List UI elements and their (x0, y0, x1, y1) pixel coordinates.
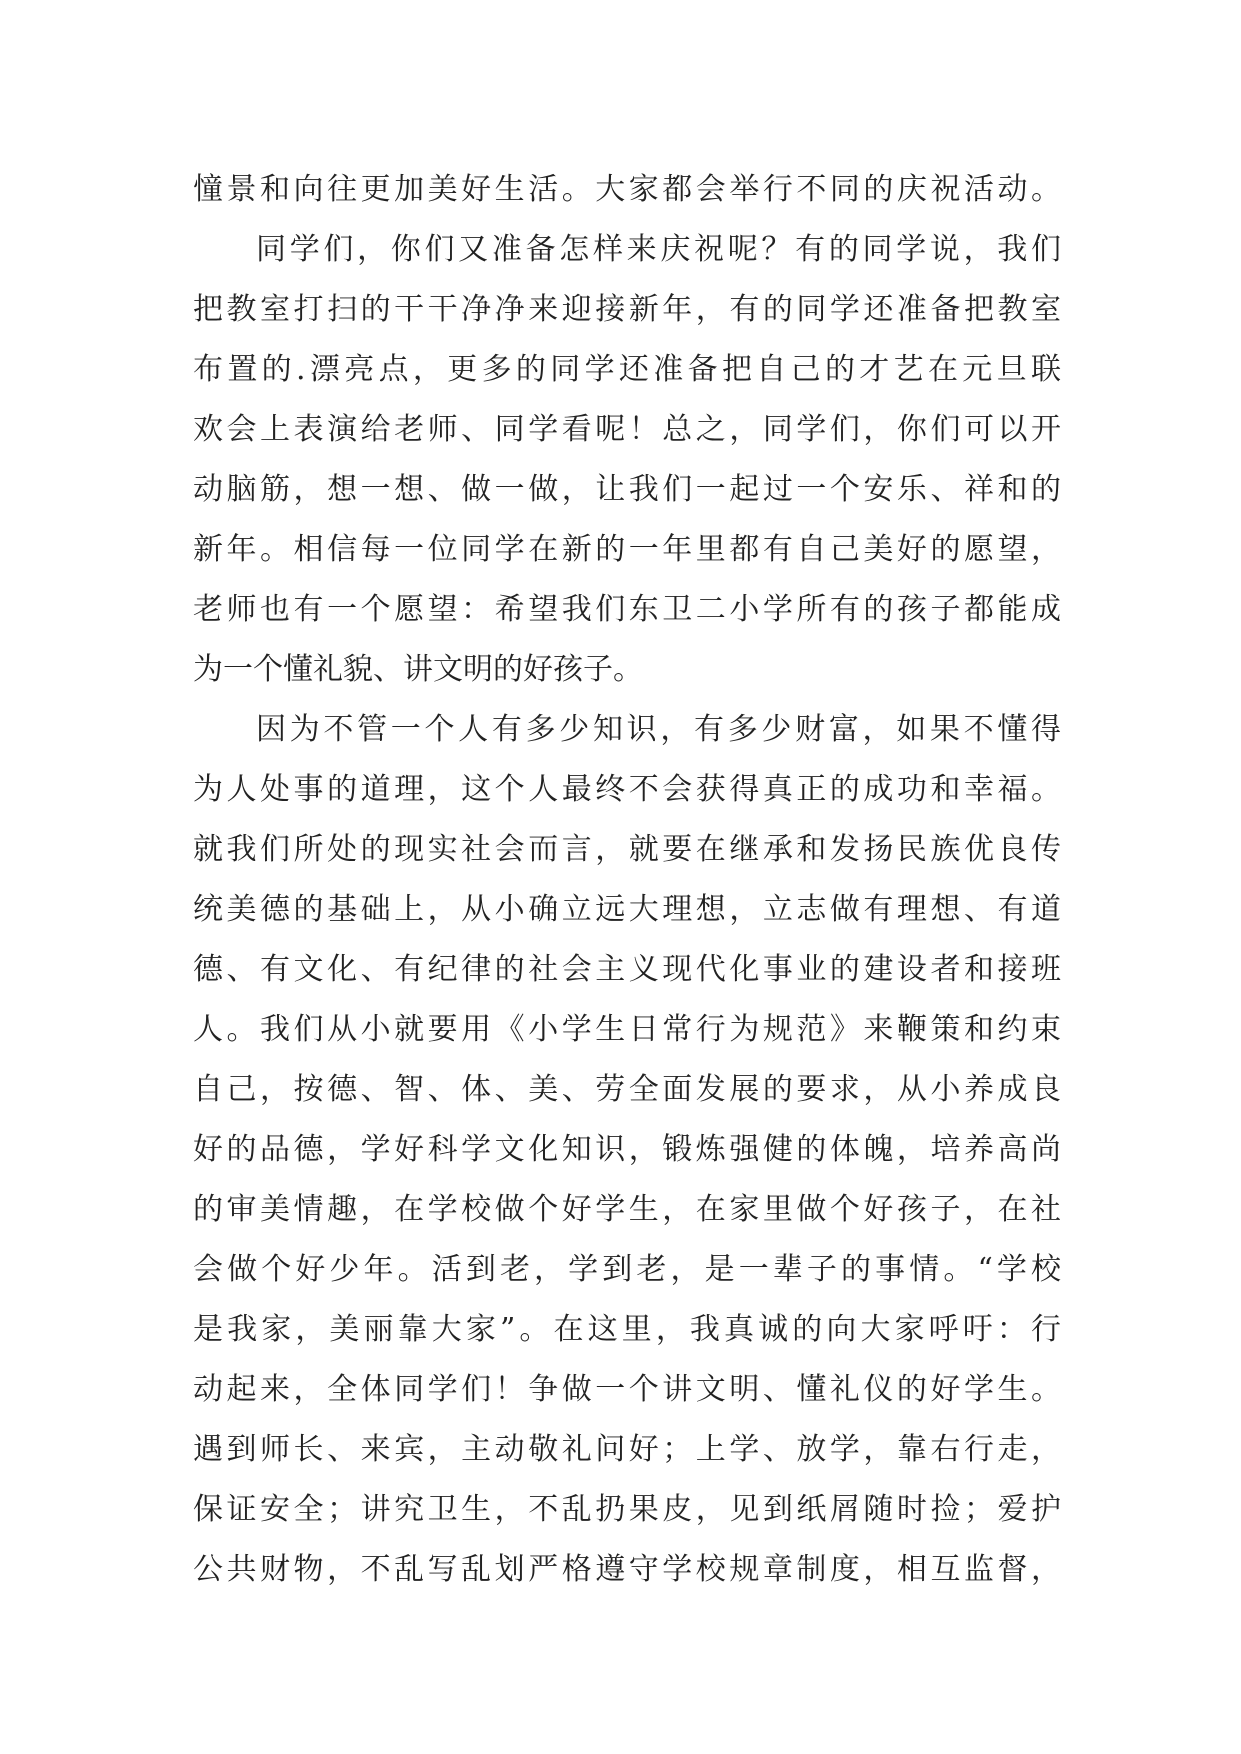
text-line: 人。我们从小就要用《小学生日常行为规范》来鞭策和约束 (193, 1012, 1061, 1047)
text-line: 憧景和向往更加美好生活。大家都会举行不同的庆祝活动。 (193, 172, 1061, 207)
text-line: 因为不管一个人有多少知识，有多少财富，如果不懂得 (256, 712, 1061, 747)
text-line: 布置的.漂亮点，更多的同学还准备把自己的才艺在元旦联 (193, 352, 1061, 387)
text-line: 保证安全；讲究卫生，不乱扔果皮，见到纸屑随时捡；爱护 (193, 1492, 1061, 1527)
text-line: 就我们所处的现实社会而言，就要在继承和发扬民族优良传 (193, 832, 1061, 867)
text-line: 动脑筋，想一想、做一做，让我们一起过一个安乐、祥和的 (193, 472, 1061, 507)
text-line: 同学们，你们又准备怎样来庆祝呢？有的同学说，我们 (256, 232, 1061, 267)
text-line: 会做个好少年。活到老，学到老，是一辈子的事情。“学校 (193, 1252, 1061, 1287)
text-line: 公共财物，不乱写乱划严格遵守学校规章制度，相互监督， (193, 1552, 1061, 1587)
text-line: 德、有文化、有纪律的社会主义现代化事业的建设者和接班 (193, 952, 1061, 987)
text-line: 是我家，美丽靠大家”。在这里，我真诚的向大家呼吁：行 (193, 1312, 1061, 1347)
text-line: 统美德的基础上，从小确立远大理想，立志做有理想、有道 (193, 892, 1061, 927)
body-text (193, 160, 1061, 1600)
text-line: 为人处事的道理，这个人最终不会获得真正的成功和幸福。 (193, 772, 1061, 807)
text-line: 老师也有一个愿望：希望我们东卫二小学所有的孩子都能成 (193, 592, 1061, 627)
text-line: 欢会上表演给老师、同学看呢！总之，同学们，你们可以开 (193, 412, 1061, 447)
text-line: 把教室打扫的干干净净来迎接新年，有的同学还准备把教室 (193, 292, 1061, 327)
text-line: 的审美情趣，在学校做个好学生，在家里做个好孩子，在社 (193, 1192, 1061, 1227)
text-line: 为一个懂礼貌、讲文明的好孩子。 (193, 652, 643, 687)
text-line: 遇到师长、来宾，主动敬礼问好；上学、放学，靠右行走， (193, 1432, 1061, 1467)
text-line: 好的品德，学好科学文化知识，锻炼强健的体魄，培养高尚 (193, 1132, 1061, 1167)
text-line: 动起来，全体同学们！争做一个讲文明、懂礼仪的好学生。 (193, 1372, 1061, 1407)
text-line: 新年。相信每一位同学在新的一年里都有自己美好的愿望， (193, 532, 1061, 567)
text-line: 自己，按德、智、体、美、劳全面发展的要求，从小养成良 (193, 1072, 1061, 1107)
